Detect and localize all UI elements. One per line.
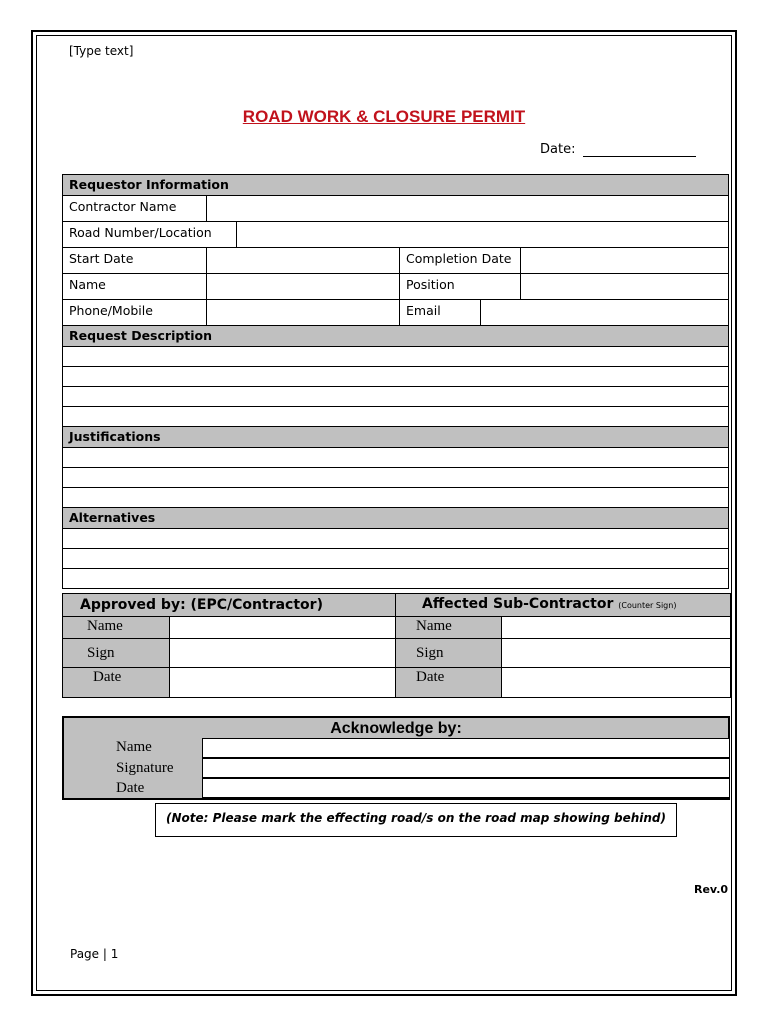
acknowledge-signature-field[interactable] [202,758,730,778]
page-number: Page | 1 [70,947,119,961]
affected-heading-text: Affected Sub-Contractor [422,596,614,612]
field-contractor-name[interactable] [207,196,729,222]
section-requestor-information: Requestor Information [63,175,729,196]
section-request-description: Request Description [63,326,729,347]
field-road-number[interactable] [237,222,729,248]
field-alternatives-line[interactable] [63,549,729,569]
field-request-description-line[interactable] [63,387,729,407]
acknowledge-date-field[interactable] [202,778,730,798]
field-alternatives-line[interactable] [63,569,729,589]
label-start-date: Start Date [63,248,207,274]
counter-sign-note: (Counter Sign) [618,601,677,610]
approved-sign-label: Sign [63,639,170,668]
field-justifications-line[interactable] [63,488,729,508]
acknowledge-heading: Acknowledge by: [330,720,462,737]
requestor-form-table [62,174,729,589]
header-placeholder: [Type text] [69,44,134,58]
affected-subcontractor-heading [396,594,731,617]
affected-name-label: Name [396,617,502,639]
acknowledge-date-label: Date [116,780,145,796]
revision-label: Rev.0 [694,883,729,896]
label-completion-date: Completion Date [400,248,521,274]
label-road-number: Road Number/Location [63,222,237,248]
acknowledge-signature-label: Signature [116,760,174,776]
affected-date-label: Date [396,668,502,698]
approval-table [62,593,731,698]
approved-name-label: Name [63,617,170,639]
road-map-note: (Note: Please mark the effecting road/s on the road map showing behind) [155,803,677,837]
form-title: ROAD WORK & CLOSURE PERMIT [242,107,526,126]
field-request-description-line[interactable] [63,407,729,427]
field-request-description-line[interactable] [63,367,729,387]
field-phone[interactable] [207,300,400,326]
field-email[interactable] [481,300,729,326]
approved-date-label: Date [63,668,170,698]
acknowledge-name-label: Name [116,739,152,755]
affected-sign-field[interactable] [502,639,731,668]
section-alternatives: Alternatives [63,508,729,529]
affected-date-field[interactable] [502,668,731,698]
label-contractor-name: Contractor Name [63,196,207,222]
field-justifications-line[interactable] [63,468,729,488]
field-alternatives-line[interactable] [63,529,729,549]
field-start-date[interactable] [207,248,400,274]
field-name[interactable] [207,274,400,300]
acknowledge-box [62,716,730,800]
label-email: Email [400,300,481,326]
date-label: Date: [540,142,576,157]
affected-name-field[interactable] [502,617,731,639]
section-justifications: Justifications [63,427,729,448]
approved-name-field[interactable] [170,617,396,639]
approved-date-field[interactable] [170,668,396,698]
affected-sign-label: Sign [396,639,502,668]
approved-sign-field[interactable] [170,639,396,668]
date-field[interactable] [583,144,696,157]
approved-by-heading: Approved by: (EPC/Contractor) [63,594,396,617]
field-justifications-line[interactable] [63,448,729,468]
acknowledge-name-field[interactable] [202,738,730,758]
label-phone: Phone/Mobile [63,300,207,326]
field-completion-date[interactable] [521,248,729,274]
label-name: Name [63,274,207,300]
label-position: Position [400,274,521,300]
field-position[interactable] [521,274,729,300]
date-row [540,142,696,157]
field-request-description-line[interactable] [63,347,729,367]
